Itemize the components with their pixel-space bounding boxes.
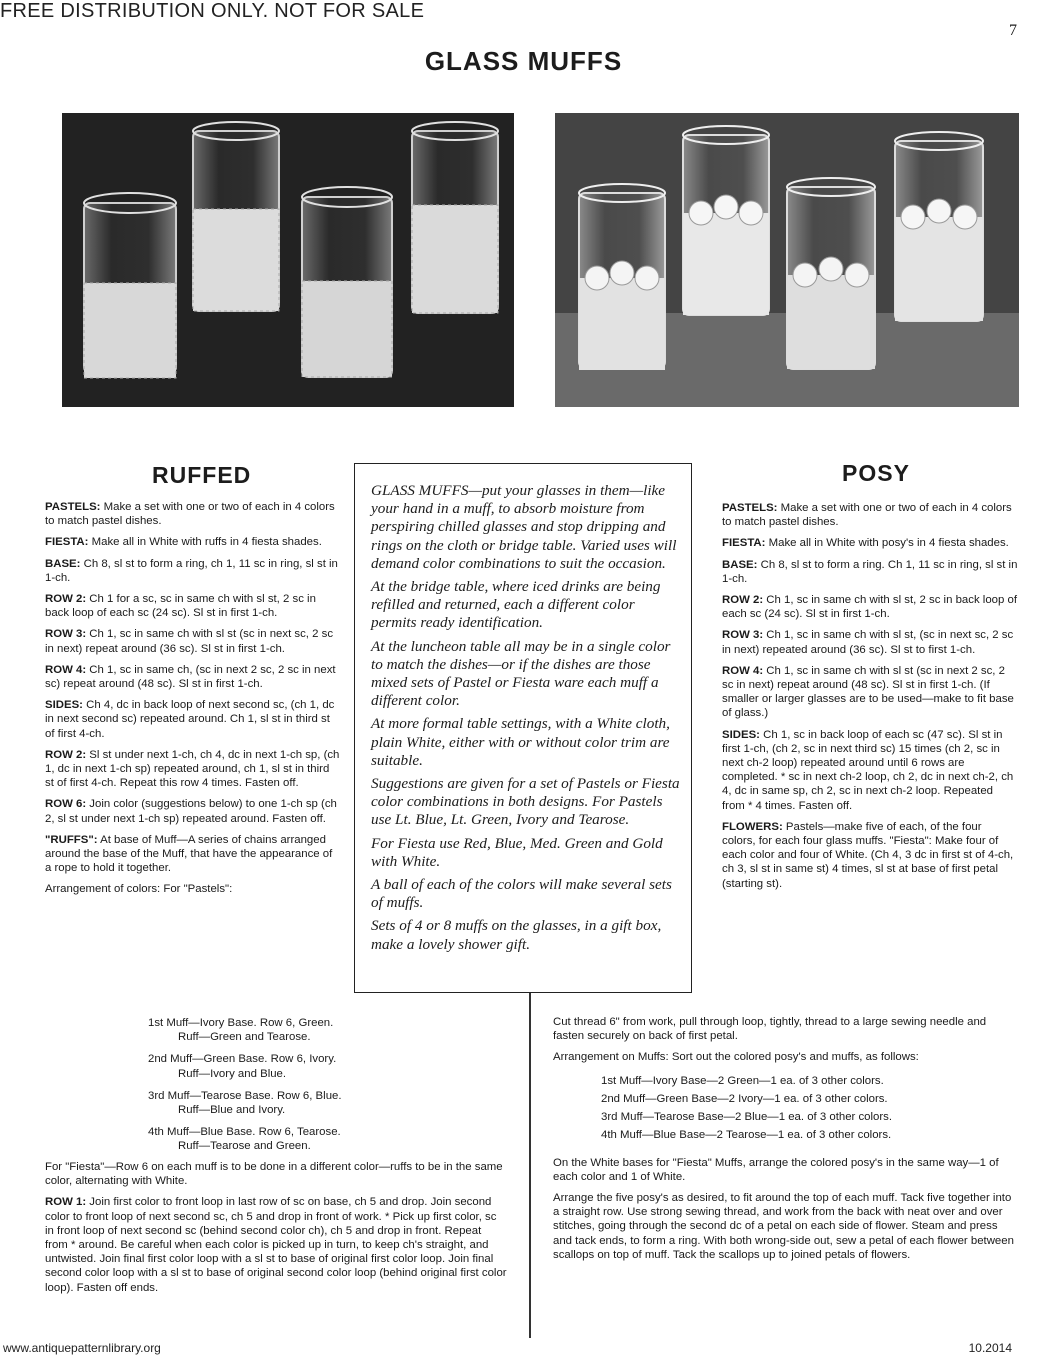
ruffed-arrangement-list <box>148 1016 342 1162</box>
posy-heading: POSY <box>842 460 910 486</box>
intro-paragraph: GLASS MUFFS—put your glasses in them—like your hand in a muff, to absorb moisture from perspiring chilled glasses and stop dripping and rings on the cloth or bridge table. Varied uses will demand color combinations to suit the occasion. <box>371 482 677 572</box>
list-item: 4th Muff—Blue Base—2 Tearose—1 ea. of 3 other colors. <box>601 1128 892 1141</box>
ruffed-instructions <box>45 500 341 904</box>
glass-muffs-intro-box <box>354 463 692 993</box>
posy-sides: SIDES: Ch 1, sc in back loop of each sc (47 sc). Sl st in first 1-ch, (ch 2, sc in next third sc) 15 times (ch 2, sc in next ch-2 loop) repeated around until 6 rows are completed. * sc in next ch-2 loop, ch 2, dc in next ch-2, ch 4, dc in same sp, ch 2, sc in next ch-2 loop. Repeated from * 4 times. Fasten off. <box>722 728 1014 812</box>
list-item: 2nd Muff—Green Base. Row 6, Ivory. Ruff—Ivory and Blue. <box>148 1053 337 1080</box>
posy-instructions <box>722 501 1018 898</box>
ruffed-sides-row2: ROW 2: Sl st under next 1-ch, ch 4, dc in next 1-ch sp, (ch 1, dc in next 1-ch sp) repeated around, ch 1, sl st in third st of first 4-ch. Repeat this row 4 times. Fasten off. <box>45 748 340 790</box>
list-item: 4th Muff—Blue Base. Row 6, Tearose. Ruff—Tearose and Green. <box>148 1126 341 1153</box>
footer-date: 10.2014 <box>968 1341 1012 1355</box>
posy-base: BASE: Ch 8, sl st to form a ring. Ch 1, 11 sc in ring, sl st in 1-ch. <box>722 558 1018 585</box>
list-item: 1st Muff—Ivory Base. Row 6, Green. Ruff—Green and Tearose. <box>148 1017 334 1044</box>
ruffed-row1: ROW 1: Join first color to front loop in last row of sc on base, ch 5 and drop. Join second color to front loop of next second sc, ch 5 and drop in front of work. * Pick up first color, sc in front loop of next second sc (behind second color ch), ch 5 and drop in front. Repeat from * around. Be careful when each color is picked up in turn, to keep ch's straight, and untwisted. Join final first color loop with a sl st to base of original first color loop. Join final second color loop with a sl st to base of original second color loop (behind original first color loop). Fasten off ends. <box>45 1196 507 1294</box>
posy-arrangement-list <box>553 1072 1018 1144</box>
fiesta-colors-paragraph: For Fiesta use Red, Blue, Med. Green and Gold with White. <box>371 834 663 870</box>
posy-cut-thread: Cut thread 6" from work, pull through loop, tightly, thread to a large sewing needle and fasten securely on back of first petal. <box>553 1016 987 1043</box>
posy-row4: ROW 4: Ch 1, sc in same ch with sl st (sc in next 2 sc, 2 sc in next) repeat around (48 sc). Sl st in first 1-ch. (If smaller or larger glasses are to be used—make to fit base of glass.) <box>722 664 1014 720</box>
ruffed-sides: SIDES: Ch 4, dc in back loop of next second sc, (ch 1, dc in next second sc) repeated around. Ch 1, sl st in third st of first 4-ch. <box>45 699 335 740</box>
ruffed-pastels: PASTELS: Make a set with one or two of each in 4 colors to match pastel dishes. <box>45 501 335 528</box>
posy-arrangement-intro: Arrangement on Muffs: Sort out the colored posy's and muffs, as follows: <box>553 1051 919 1064</box>
posy-row3: ROW 3: Ch 1, sc in same ch with sl st, (sc in next sc, 2 sc in next) repeated around (36 sc). Sl st to first 1-ch. <box>722 629 1014 656</box>
formal-paragraph: At more formal table settings, with a White cloth, plain White, either with or without color trim are suitable. <box>371 715 670 769</box>
ruffed-row2: ROW 2: Ch 1 for a sc, sc in same ch with sl st, 2 sc in back loop of each sc (24 sc). Sl st in first 1-ch. <box>45 593 316 620</box>
ruffed-row6: ROW 6: Join color (suggestions below) to one 1-ch sp (ch 2, sl st under next 1-ch sp) repeated around. Fasten off. <box>45 798 337 825</box>
ruffed-row4: ROW 4: Ch 1, sc in same ch, (sc in next 2 sc, 2 sc in next sc) repeat around (48 sc). Sl st in first 1-ch. <box>45 663 336 691</box>
posy-fiesta: FIESTA: Make all in White with posy's in 4 fiesta shades. <box>722 537 1009 550</box>
ruffed-fiesta: FIESTA: Make all in White with ruffs in 4 fiesta shades. <box>45 536 322 549</box>
ruffed-fiesta-note: For "Fiesta"—Row 6 on each muff is to be done in a different color—ruffs to be in the same color, alternating with White. <box>45 1161 503 1188</box>
ruffed-arrangement-intro: Arrangement of colors: For "Pastels": <box>45 883 233 896</box>
distribution-banner: FREE DISTRIBUTION ONLY. NOT FOR SALE <box>0 0 425 22</box>
ball-paragraph: A ball of each of the colors will make several sets of muffs. <box>371 876 672 912</box>
ruffed-row3: ROW 3: Ch 1, sc in same ch with sl st (sc in next sc, 2 sc in next) repeat around (36 sc). Sl st in first 1-ch. <box>45 628 334 655</box>
posy-row2: ROW 2: Ch 1, sc in same ch with sl st, 2 sc in back loop of each sc (24 sc). Sl st in first 1-ch. <box>722 594 1018 621</box>
list-item: 3rd Muff—Tearose Base. Row 6, Blue. Ruff—Blue and Ivory. <box>148 1089 342 1117</box>
posy-flowers: FLOWERS: Pastels—make five of each, of the four colors, for each four glass muffs. "Fiesta": Make four of each color and four of White. (Ch 4, 3 dc in first st of 4-ch, ch 3, sl st in same st) 4 times, sl st at base of first petal (starting st). <box>722 820 1014 890</box>
ruffed-heading: RUFFED <box>152 462 252 488</box>
posy-muffs-photo <box>555 113 1019 407</box>
ruffed-base: BASE: Ch 8, sl st to form a ring, ch 1, 11 sc in ring, sl st in 1-ch. <box>45 557 338 584</box>
posy-white-bases: On the White bases for "Fiesta" Muffs, arrange the colored posy's in the same way—1 of each color and 1 of White. <box>553 1156 999 1183</box>
ruffed-muffs-photo <box>62 113 514 407</box>
column-divider <box>529 993 531 1338</box>
posy-bottom-instructions <box>553 1015 1018 1269</box>
ruffed-ruffs: "RUFFS": At base of Muff—A series of chains arranged around the base of the Muff, that have the appearance of a rope to hold it together. <box>45 833 333 875</box>
posy-final-assembly: Arrange the five posy's as desired, to fit around the top of each muff. Tack five together into a straight row. Use strong sewing thread, and work from the back with neat over and over stitches, going through the second dc of a petal on each side of flower. Steam and press and tack ends, to form a ring. With both wrong-side out, sew a petal of each flower between scallops on top of muff. Tack the scallops up to joined petals of flowers. <box>553 1192 1014 1261</box>
page-number: 7 <box>1009 22 1017 39</box>
footer-website: www.antiquepatternlibrary.org <box>3 1341 161 1355</box>
ruffed-fiesta-and-row1 <box>45 1160 507 1302</box>
bridge-paragraph: At the bridge table, where iced drinks are being refilled and returned, each a different color permits ready identification. <box>371 578 661 632</box>
list-item: 2nd Muff—Green Base—2 Ivory—1 ea. of 3 other colors. <box>601 1092 888 1105</box>
gift-paragraph: Sets of 4 or 8 muffs on the glasses, in a gift box, make a lovely shower gift. <box>371 917 662 953</box>
luncheon-paragraph: At the luncheon table all may be in a single color to match the dishes—or if the dishes are those mixed sets of Pastel or Fiesta ware each muff a different color. <box>371 637 671 710</box>
page-title: GLASS MUFFS <box>424 46 623 76</box>
posy-pastels: PASTELS: Make a set with one or two of each in 4 colors to match pastel dishes. <box>722 502 1012 529</box>
list-item: 3rd Muff—Tearose Base—2 Blue—1 ea. of 3 other colors. <box>601 1110 893 1123</box>
suggestions-paragraph: Suggestions are given for a set of Pastels or Fiesta color combinations in both designs. For Pastels use Lt. Blue, Lt. Green, Ivory and Tearose. <box>371 775 680 829</box>
list-item: 1st Muff—Ivory Base—2 Green—1 ea. of 3 other colors. <box>601 1074 884 1087</box>
